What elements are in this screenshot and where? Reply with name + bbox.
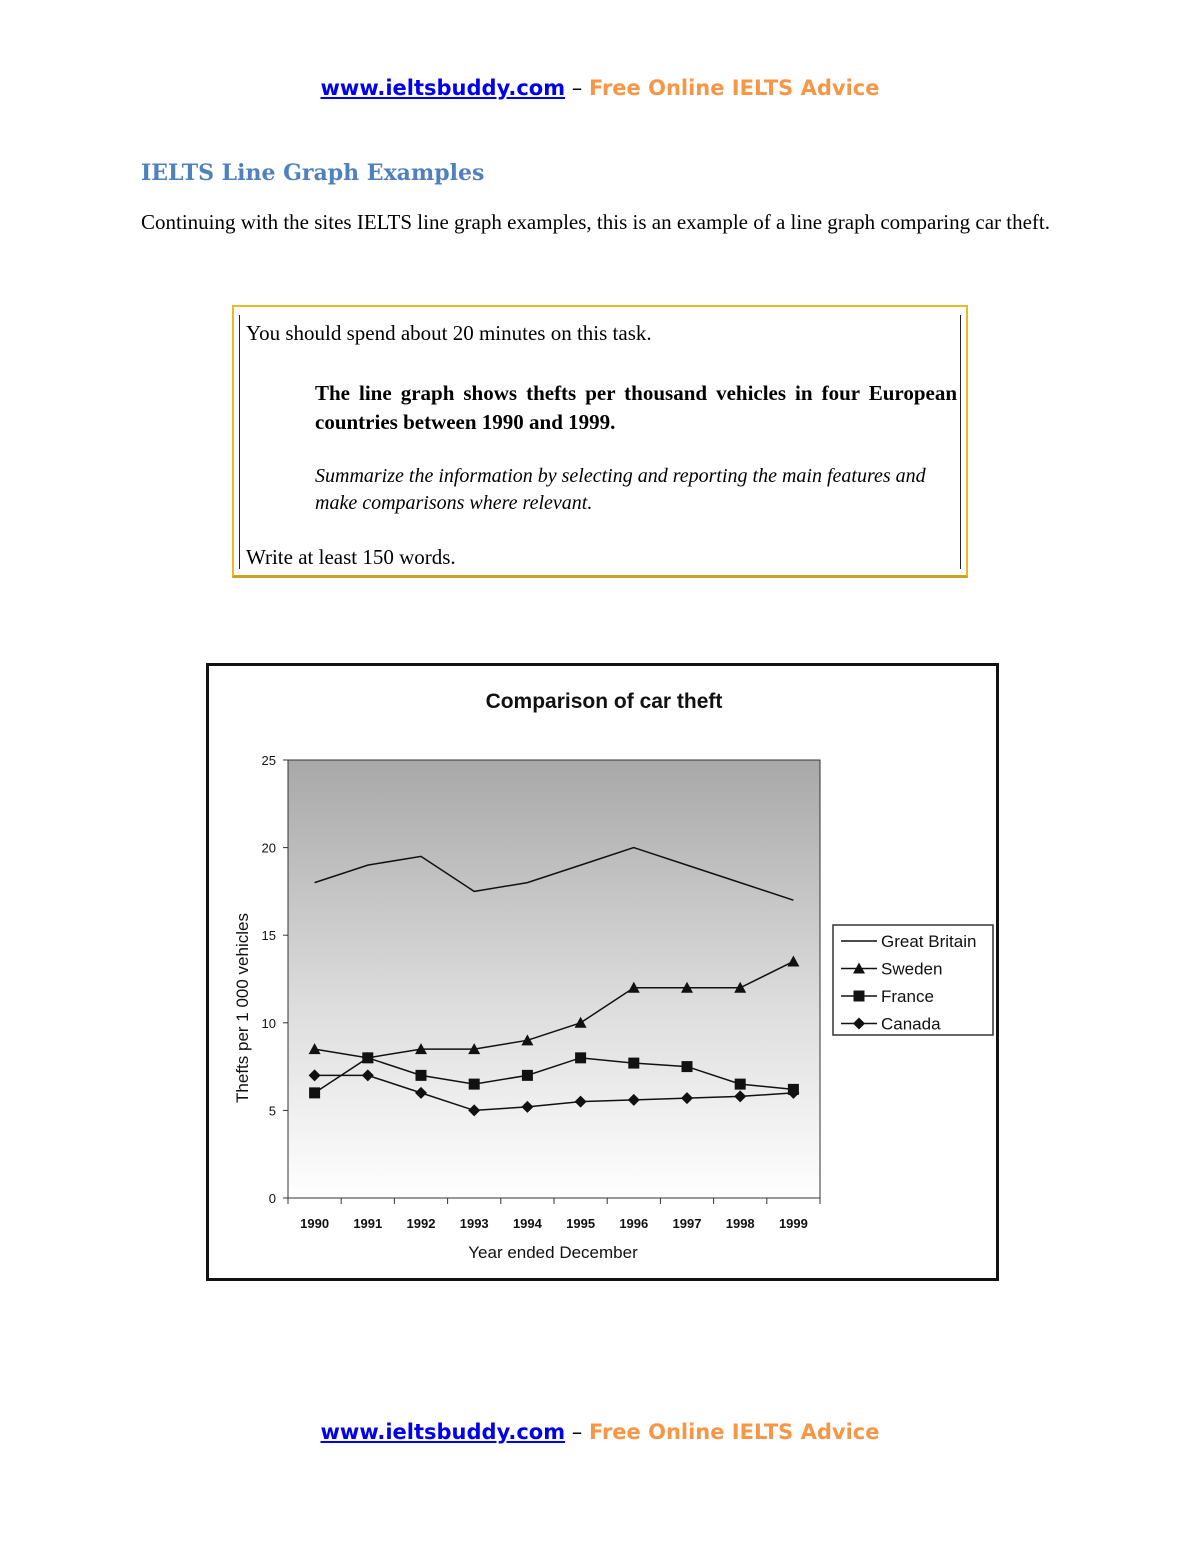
x-tick-label: 1998 <box>725 1216 755 1231</box>
y-tick-label: 15 <box>261 928 276 944</box>
page-footer <box>0 1420 1200 1444</box>
x-tick-label: 1995 <box>566 1216 596 1231</box>
legend-marker-france <box>854 991 865 1002</box>
footer-tagline: Free Online IELTS Advice <box>588 1420 880 1444</box>
header-tagline: Free Online IELTS Advice <box>588 76 880 100</box>
task-prompt: The line graph shows thefts per thousand vehicles in four European countries between 1990 and 1999. <box>315 381 957 434</box>
task-word-count: Write at least 150 words. <box>246 545 456 569</box>
legend <box>833 925 993 1035</box>
data-point-france <box>469 1079 480 1090</box>
header-dash: – <box>565 76 589 100</box>
y-tick-label: 25 <box>261 753 276 768</box>
chart-title: Comparison of car theft <box>485 690 723 713</box>
x-axis-label: Year ended December <box>468 1243 638 1262</box>
y-tick-label: 5 <box>268 1103 276 1119</box>
data-point-france <box>416 1070 427 1081</box>
data-point-france <box>735 1079 746 1090</box>
data-point-france <box>682 1061 693 1072</box>
site-link[interactable]: www.ieltsbuddy.com <box>320 76 566 100</box>
footer-dash: – <box>565 1420 589 1444</box>
x-tick-label: 1992 <box>406 1216 436 1231</box>
plot-area <box>288 760 820 1198</box>
task-box-inner-right-rule <box>960 315 961 569</box>
data-point-france <box>309 1087 320 1098</box>
line-chart <box>209 666 996 1278</box>
y-tick-label: 20 <box>261 840 276 856</box>
x-tick-label: 1997 <box>672 1216 702 1231</box>
section-heading: IELTS Line Graph Examples <box>141 160 485 186</box>
footer-site-link[interactable]: www.ieltsbuddy.com <box>320 1420 566 1444</box>
task-instruction: Summarize the information by selecting and reporting the main features and make comparisons where relevant. <box>315 465 926 514</box>
x-tick-label: 1991 <box>353 1216 383 1231</box>
y-axis-label: Thefts per 1 000 vehicles <box>233 913 252 1103</box>
task-time-instruction: You should spend about 20 minutes on this task. <box>246 321 652 345</box>
chart-frame <box>206 663 999 1281</box>
x-tick-label: 1999 <box>778 1216 808 1231</box>
data-point-france <box>362 1052 373 1063</box>
y-tick-label: 10 <box>261 1015 276 1031</box>
data-point-france <box>628 1058 639 1069</box>
data-point-france <box>575 1052 586 1063</box>
x-tick-label: 1994 <box>512 1216 542 1231</box>
legend-label-great-britain: Great Britain <box>881 932 977 951</box>
x-tick-label: 1990 <box>300 1216 330 1231</box>
y-tick-label: 0 <box>268 1191 276 1206</box>
task-box <box>232 305 968 578</box>
x-tick-label: 1993 <box>459 1216 489 1231</box>
data-point-france <box>522 1070 533 1081</box>
intro-paragraph: Continuing with the sites IELTS line graph examples, this is an example of a line graph comparing car theft. <box>141 210 1051 234</box>
task-box-inner-left-rule <box>239 315 240 569</box>
legend-label-france: France <box>881 987 934 1006</box>
legend-label-canada: Canada <box>881 1014 941 1034</box>
page-header <box>0 76 1200 100</box>
legend-label-sweden: Sweden <box>881 959 943 979</box>
x-tick-label: 1996 <box>619 1216 649 1231</box>
